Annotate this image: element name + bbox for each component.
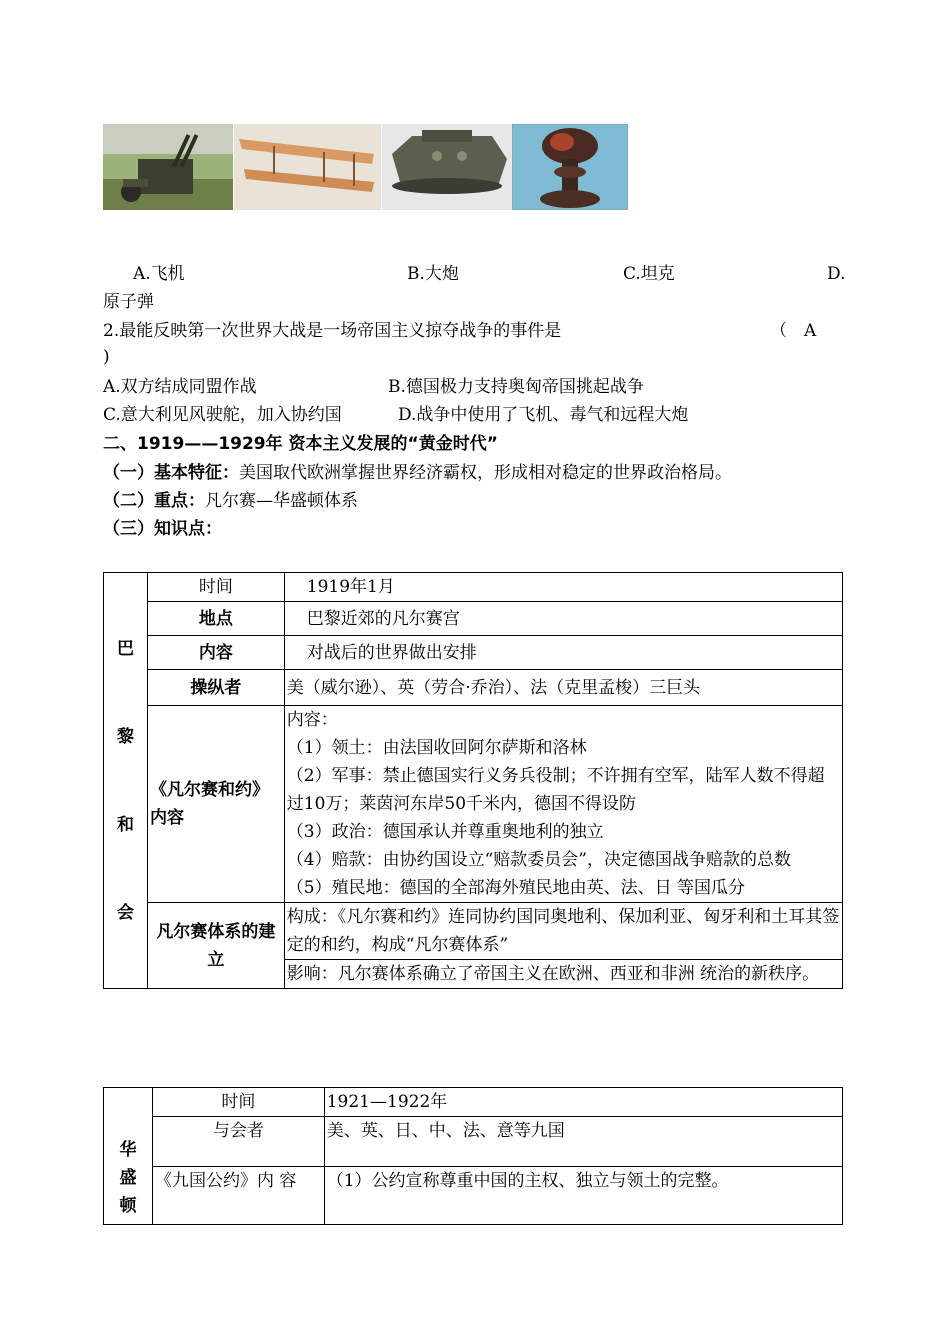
treaty-line: （2）军事：禁止德国实行义务兵役制；不许拥有空军，陆军人数不得超过10万；莱茵河东岸50千米内，德国不得设防: [286, 766, 825, 814]
treaty-line: 内容：: [286, 710, 338, 730]
side-char: 盛: [119, 1168, 137, 1188]
key-point: [103, 489, 358, 513]
treaty-line: （5）殖民地：德国的全部海外殖民地由英、法、日 等国瓜分: [286, 878, 745, 898]
attendee-value: 美、英、日、中、法、意等九国: [324, 1117, 842, 1167]
q1-option-d-text: 原子弹: [103, 292, 154, 312]
key-point-label: （二）重点：: [103, 491, 205, 511]
q2-answer: （ A: [770, 321, 817, 341]
knowledge-points-label: （三）知识点：: [103, 519, 222, 539]
side-char: 黎: [116, 726, 134, 747]
side-char: 顿: [119, 1196, 137, 1216]
washington-conference-table: [103, 1087, 843, 1225]
system-form: 构成：《凡尔赛和约》连同协约国同奥地利、保加利亚、匈牙利和土耳其签定的和约，构成“凡尔赛体系”: [285, 903, 842, 960]
treaty-content: [284, 706, 842, 903]
treaty-line: （1）领土：由法国收回阿尔萨斯和洛林: [286, 738, 587, 758]
paris-conference-side-label: [104, 573, 148, 989]
q1-option-b: B.大炮: [407, 264, 459, 284]
anti-aircraft-gun-photo: [103, 124, 233, 210]
basic-features: [103, 461, 732, 485]
q2-option-a: A.双方结成同盟作战: [103, 377, 257, 397]
tank-photo: [382, 124, 512, 210]
side-char: 和: [116, 814, 134, 835]
system-label: 凡尔赛体系的建立: [147, 903, 284, 989]
treaty-line: （3）政治：德国承认并尊重奥地利的独立: [286, 822, 604, 842]
side-char: 巴: [116, 638, 134, 659]
system-effect: 影响：凡尔赛体系确立了帝国主义在欧洲、西亚和非洲 统治的新秩序。: [286, 964, 820, 984]
q1-option-d: D.: [827, 264, 846, 284]
controller-label: 操纵者: [147, 670, 284, 706]
basic-features-label: （一）基本特征：: [103, 463, 239, 483]
content-label: 内容: [147, 636, 284, 670]
basic-features-text: 美国取代欧洲掌握世界经济霸权，形成相对稳定的世界政治格局。: [239, 463, 732, 483]
nine-power-treaty-value: （1）公约宣称尊重中国的主权、独立与领土的完整。: [324, 1167, 842, 1225]
controller-value: 美（威尔逊）、英（劳合·乔治）、法（克里孟梭）三巨头: [284, 670, 842, 706]
atomic-bomb-photo: [512, 124, 628, 210]
nine-power-treaty-label: 《九国公约》内 容: [152, 1167, 324, 1225]
q2-answer-close: ): [103, 347, 110, 367]
side-char: 会: [116, 902, 134, 923]
place-value: 巴黎近郊的凡尔赛宫: [284, 602, 842, 636]
treaty-line: （4）赔款：由协约国设立“赔款委员会”，决定德国战争赔款的总数: [286, 850, 791, 870]
paris-conference-table: [103, 572, 843, 989]
content-value: 对战后的世界做出安排: [284, 636, 842, 670]
q2-option-c: C.意大利见风驶舵，加入协约国: [103, 405, 342, 425]
washington-side-label: [104, 1088, 153, 1225]
q2-option-b: B.德国极力支持奥匈帝国挑起战争: [388, 377, 644, 397]
w-time-label: 时间: [152, 1088, 324, 1117]
w-time-value: 1921—1922年: [324, 1088, 842, 1117]
system-content: [284, 903, 842, 989]
time-label: 时间: [147, 573, 284, 602]
q1-option-c: C.坦克: [623, 264, 675, 284]
time-value: 1919年1月: [284, 573, 842, 602]
section-heading: 二、1919——1929年 资本主义发展的“黄金时代”: [103, 434, 498, 454]
attendee-label: 与会者: [152, 1117, 324, 1167]
key-point-text: 凡尔赛—华盛顿体系: [205, 491, 358, 511]
treaty-label: 《凡尔赛和约》内容: [147, 706, 284, 903]
q2-stem: 2.最能反映第一次世界大战是一场帝国主义掠夺战争的事件是: [103, 321, 562, 341]
place-label: 地点: [147, 602, 284, 636]
q2-option-d: D.战争中使用了飞机、毒气和远程大炮: [398, 405, 689, 425]
side-char: 华: [119, 1140, 137, 1160]
airplane-photo: [234, 124, 381, 210]
q1-option-a: A.飞机: [133, 264, 185, 284]
